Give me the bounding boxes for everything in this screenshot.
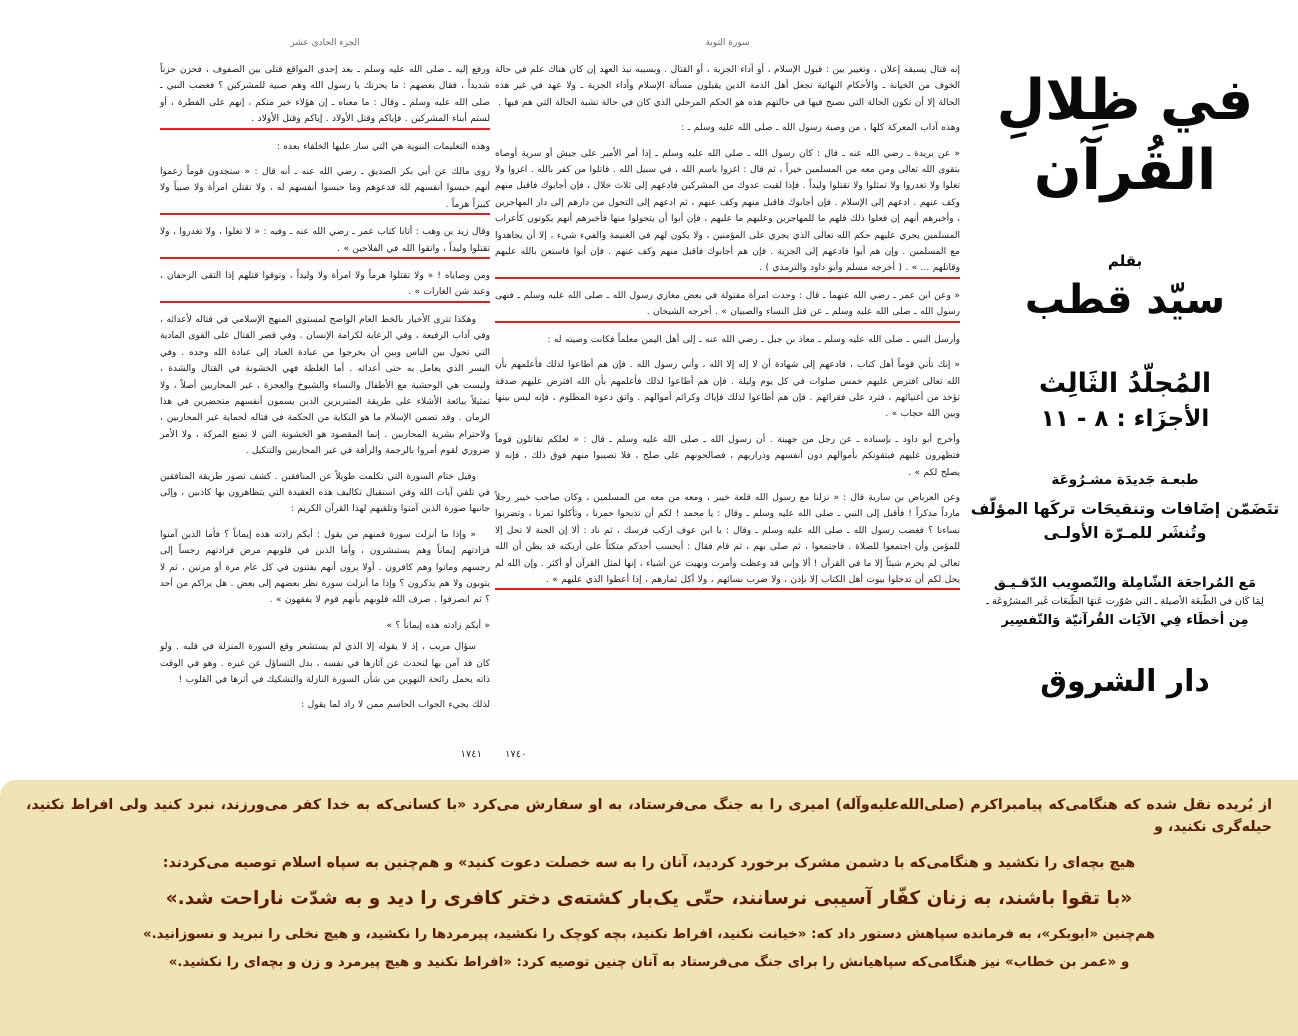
paragraph: سؤال مريب ، إذ لا يقوله إلا الذي لم يستشعر وقع السورة المنزلة في قلبه . ولو كان قد آمن بها لتحدث عن آثارها في نفسه ، بدل التساؤل عن غيره . وهو في الوقت ذاته يحمل رائحة التهوين من شأن السورة النازلة والتشكيك في أثرها في القلوب ! [160, 642, 490, 685]
paragraph: « عن بريدة ـ رضي الله عنه ـ قال : كان رسول الله ـ صلى الله عليه وسلم ـ إذا أمر الأمير على جيش أو سرية أوصاه بتقوى الله تعالى ومن معه من المسلمين خيراً ، ثم قال : اغزوا باسم الله ، في سبيل الله . قاتلوا من كفر بالله . اغزوا ولا تغلوا ولا تغدروا ولا تمثلوا ولا تقتلوا وليداً . فإذا لقيت عدوك من المشركين فادعهم إلى ثلاث خلال ، فإن أجابوك فاقبل منهم وكف عنهم . ادعهم إلى الإسلام . فإن أجابوك فاقبل منهم وكف عنهم ، ثم ادعهم إلى التحول من دارهم إلى دار المهاجرين ، وأخبرهم أنهم إن فعلوا ذلك فلهم ما للمهاجرين وعليهم ما عليهم ، فإن أبوا أن يتحولوا منها فأخبرهم أنهم يكونون كأعراب المسلمين يجري عليهم حكم الله تعالى الذي يجري على المؤمنين ، ولا يكون لهم في الغنيمة والفيء شيء ، إلا أن يجاهدوا مع المسلمين . وإن هم أبوا فادعهم إلى الجزية . فإن هم أجابوك فاقبل منهم وكف عنهم . فإن أبوا فاستعن بالله عليهم وقاتلهم ... » . ( أخرجه مسلم وأبو داود والترمذي ) . [495, 146, 960, 279]
paragraph: وقال زيد بن وهب : أتانا كتاب عمر ـ رضي الله عنه ـ وفيه : « لا تغلوا ، ولا تغدروا ، ولا تقتلوا وليداً ، واتقوا الله في الفلاحين » . [160, 224, 490, 259]
review-line-1: مَع المُراجعَة الشّامِلة والتّصوِيب الدّقـيـق [993, 575, 1257, 591]
paragraph: لذلك يجيء الجواب الحاسم ممن لا راد لما يقول : [301, 700, 490, 711]
page-number-left: ١٧٤١ [460, 749, 482, 760]
paragraph: وقيل ختام السورة التي تكلمت طويلاً عن المنافقين . كشف تصور طريقة المنافقين في تلقي آيات الله وفي استقبال تكاليف هذه العقيدة التي يتظاهرون بها كاذبين ، وإلى جانبها صورة الذين آمنوا وتلقيهم لهذا القرآن الكريم : [160, 471, 490, 515]
page-header-right: سورة التوبة [705, 38, 750, 48]
persian-line: هیچ بچه‌ای را نکشید و هنگامی‌که با دشمن مشرک برخورد کردید، آنان را به سه خصلت دعوت کنید» و هم‌چنین به سپاه اسلام توصیه می‌کردند: [162, 855, 1136, 871]
book-title: في ظِلالِ القُرآن [996, 68, 1254, 203]
paragraph: وهكذا تترى الأخبار بالخط العام الواضح لمستوى المنهج الإسلامي في قتاله لأعدائه ، وفي آداب الرفيعة ، وفي الرعاية لكرامة الإنسان . وفي قصر القتال على القوى المادية التي تحول بين الناس وبين أن يخرجوا من عبادة العباد إلى عبادة الله وحده . وفي اليسر الذي يعامل به حتى أعدائه . أما الغلظة فهي الخشونة في القتال والشدة ، وليست هي الوحشية مع الأطفال والنساء والشيوخ والعجزة ، غير المحاربين أصلاً ، ولا تمثيلاً ببائعة الأشلاء على طريقة المتبربرين الذين يسمون أنفسهم متحضرين في هذا الزمان . وقد تضمن الإسلام ما هو النكاية من الحكمة في قتاله لحماية غير المحاربين ، ولاحترام بشرية المحاربين . إنما المقصود هو الخشونة التي لا تمنع المركة ، ولا الأمر ضروري لقوم أمروا بالرحمة والرأفة في غير المحاربين والتنكيل . [160, 314, 490, 457]
edition-line-1: طبعـة جَديدَة مشـرُوعَة [1051, 472, 1199, 488]
paragraph: وأرسل النبي ـ صلى الله عليه وسلم ـ معاذ بن جبل ـ رضي الله عنه ـ إلى أهل اليمن معلماً فكانت وصيته له : [547, 334, 960, 345]
persian-footer-line: هم‌چنین «ابوبکر»، به فرمانده سپاهش دستور داد که: «خیانت نکنید، افراط نکنید، بچه کوچک را نکشید، پیرمردها را نکشید، و هیچ نخلی را نبرید و نسوزانید.» [142, 927, 1156, 942]
persian-line: از بُریده نقل شده که هنگامی‌که پیامبراکرم (صلی‌الله‌علیه‌وآله) امیری را به جنگ می‌فرستاد، به او سفارش می‌کرد «با کسانی‌که به خدا کفر می‌ورزند، نبرد کنید ولی افراط نکنید، حیله‌گری نکنید، و [26, 797, 1272, 835]
paragraph: إنه قتال يسبقه إعلان ، وتغيير بين : قبول الإسلام ، أو أداء الجزية ، أو القتال . وبسببه نبذ العهد إن كان هناك علم في حالة الخوف من الخيانة ـ والأحكام النهائية تجعل أهل الذمة الذين يقبلون مسألة الإسلام وأداء الجزية ـ ولا عهد في غير هذه الحالة إلا أن تكون الحالة التي نصبح فيها في حالتهم هذه هو الحكم المرحلي الذي كان في حالة تشبه الحالة التي هم فيها . [495, 65, 960, 108]
paragraph: « إنك تأتي قوماً أهل كتاب ، فادعهم إلى شهادة أن لا إله إلا الله ، وأني رسول الله . فإن هم أطاعوا لذلك فأعلمهم بأن الله تعالى افترض عليهم خمس صلوات في كل يوم وليلة . فإن هم أطاعوا لذلك فأعلمهم بأن الله افترض عليهم صدقة تؤخذ من أغنيائهم ، فترد على فقرائهم . فإن هم أطاعوا لذلك فإياك وكرائم أموالهم . واتق دعوة المظلوم ، فإنه ليس بينها وبين الله حجاب » . [495, 360, 960, 420]
publisher-name: دار الشروق [1040, 663, 1210, 699]
paragraph: وهذه آداب المعركة كلها ، من وصية رسول الله ـ صلى الله عليه وسلم ـ : [681, 123, 960, 134]
persian-translation-panel [0, 780, 1298, 1036]
paragraph: وأخرج أبو داود ـ بإسناده ـ عن رجل من جهينة . أن رسول الله ـ صلى الله عليه وسلم ـ قال : « لعلكم تقاتلون قوماً فتظهرون عليهم فيتقونكم بأموالهم دون أنفسهم وذراريهم ، فصالحونهم على صلح ، فلا تصيبوا منهم فوق ذلك ، فإنه لا يصلح لكم » . [495, 434, 960, 478]
paragraph: روى مالك عن أبي بكر الصديق ـ رضي الله عنه ـ أنه قال : « ستجدون قوماً زعموا أنهم حبسوا أنفسهم لله فدعوهم وما حبسوا أنفسهم له ، ولا تقتلن امرأة ولا صبياً ولا كبيراً هرماً . [160, 164, 490, 215]
paragraph: وعن العرباض بن سارية قال : « نزلنا مع رسول الله قلعة خيبر ، ومعه من معه من المسلمين ، وكان صاحب خيبر رجلاً مارداً مذكراً ! فأقبل إلى النبي ـ صلى الله عليه وسلم ـ وقال : يا محمد ! لكم أن تذبحوا حمرنا ، وتأكلوا ثمرنا ، وتضربوا نساءنا ؟ فغضب رسول الله ـ صلى الله عليه وسلم ـ وقال : يا ابن عوف اركب فرسك ، ثم ناد : ألا إن الجنة لا تحل إلا للمؤمن وأن اجتمعوا للصلاة . فاجتمعوا ، ثم صلى بهم ، ثم قام فقال : أيحسب أحدكم متكئاً على أريكته قد يظن أن الله تعالى لم يحرم شيئاً إلا ما في القرآن ! ألا وإني قد وعظت وأمرت ونهيت عن أشياء ، إنها لمثل القرآن أو أكثر . وإن الله لم يحل لكم أن تدخلوا بيوت أهل الكتاب إلا بإذن ، ولا ضرب نسائهم ، ولا أكل ثمارهم ، إذا أعطوا الذي عليهم » . [495, 490, 960, 590]
paragraph: ومن وصاياه ! « ولا تقتلوا هرماً ولا امرأة ولا وليداً ، وتوقوا قتلهم إذا التقى الزحفان ، وعند شن الغارات » . [160, 268, 490, 303]
parts-range-label: الأجزَاء : ٨ - ١١ [1040, 406, 1210, 432]
paragraph: ورفع إليه ـ صلى الله عليه وسلم ـ بعد إحدى المواقع قتلى بين الصفوف ، فحزن حزناً شديداً ، فقال بعضهم : ما يحزنك يا رسول الله وهم صبية للمشركين ؟ فغضب النبي ـ صلى الله عليه وسلم ـ وقال : ما معناه ـ إن هؤلاء خير منكم ، إنهم على الفطرة ، أو لستم أبناء المشركين . فإياكم وقتل الأولاد . إياكم وقتل الأولاد . [160, 62, 490, 130]
page-number-right: ١٧٤٠ [505, 749, 527, 760]
page-header-left: الجزء الحادي عشر [290, 38, 360, 48]
review-note-small: لِمَا كَان في الطّبعَة الأصيلة ـ التي صُوّرت عَنهَا الطّبعَات غَير المشرُوعَة ـ [986, 596, 1264, 607]
book-cover-block [960, 38, 1290, 768]
scanned-page-right [495, 38, 960, 768]
paragraph: « وعن ابن عمر ـ رضي الله عنهما ـ قال : وجدت امرأة مقتولة في بعض مغازي رسول الله ـ صلى الله عليه وسلم ـ فنهى رسول الله ـ صلى الله عليه وسلم ـ عن قتل النساء والصبيان » . أخرجه الشيخان . [495, 288, 960, 323]
persian-quote: «با تقوا باشند، به زنان کفّار آسیبی نرسانند، حتّی یک‌بار کشته‌ی دختر کافری را دید و به شدّت ناراحت شد.» [165, 888, 1133, 909]
paragraph: وهذه التعليمات النبوية هي التي سار عليها الخلفاء بعده : [276, 141, 490, 152]
edition-line-2: تتَضَمّن إضَافات وتنقيحَات تركَها المؤلّف وتُنشَر للمـرّة الأولـى [970, 499, 1280, 542]
byline-label: بقلم [1107, 252, 1143, 270]
paragraph: « أيكم زادته هذه إيماناً ؟ » [386, 620, 490, 631]
author-name: سيّد قطب [1024, 277, 1226, 323]
review-line-2: مِن أخطَاء فِي الآيَات القُرآنيّة وَالتّفسِير [1001, 612, 1249, 628]
persian-footer-line: و «عمر بن خطاب» نیز هنگامی‌که سپاهیانش را برای جنگ می‌فرستاد به آنان چنین توصیه کرد: «افراط نکنید و هیچ پیرمرد و زن و بچه‌ای را نکشید.» [168, 955, 1130, 971]
paragraph: « وإذا ما أنزلت سورة فمنهم من يقول : أيكم زادته هذه إيماناً ؟ فأما الذين آمنوا فزادتهم إيماناً وهم يستبشرون ، وأما الذين في قلوبهم مرض فزادتهم رجساً إلى رجسهم وماتوا وهم كافرون . أولا يرون أنهم يفتنون في كل عام مرة أو مرتين ، ثم لا يتوبون ولا هم يذكرون ؟ وإذا ما أنزلت سورة نظر بعضهم إلى بعض . هل يراكم من أحد ؟ ثم انصرفوا . صرف الله قلوبهم بأنهم قوم لا يفقهون » . [160, 529, 490, 606]
volume-label: المُجلّدُ الثَالِث [1038, 368, 1212, 399]
scanned-page-left [160, 38, 490, 768]
